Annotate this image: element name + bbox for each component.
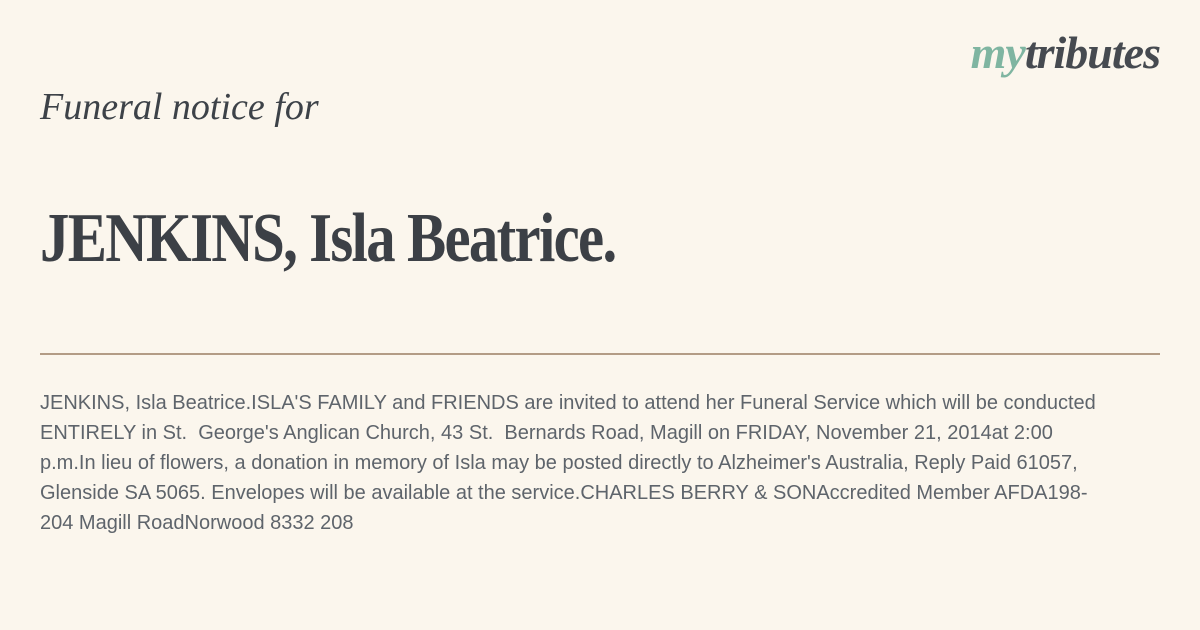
deceased-name-title: JENKINS, Isla Beatrice. <box>40 200 616 277</box>
mytributes-logo[interactable] <box>971 28 1160 79</box>
notice-type-label: Funeral notice for <box>40 86 319 128</box>
notice-body-text: JENKINS, Isla Beatrice.ISLA'S FAMILY and FRIENDS are invited to attend her Funeral Service which will be conducted ENTIRELY in St. George's Anglican Church, 43 St. Bernards Road, Magill on FRIDAY, November 21, 2014at 2:00 p.m.In lieu of flowers, a donation in memory of Isla may be posted directly to Alzheimer's Australia, Reply Paid 61057, Glenside SA 5065. Envelopes will be available at the service.CHARLES BERRY & SONAccredited Member AFDA198-204 Magill RoadNorwood 8332 208 <box>40 392 1102 534</box>
logo-my-text: my <box>970 27 1025 78</box>
divider-rule <box>40 353 1160 355</box>
logo-tributes-text: tributes <box>1024 27 1160 78</box>
